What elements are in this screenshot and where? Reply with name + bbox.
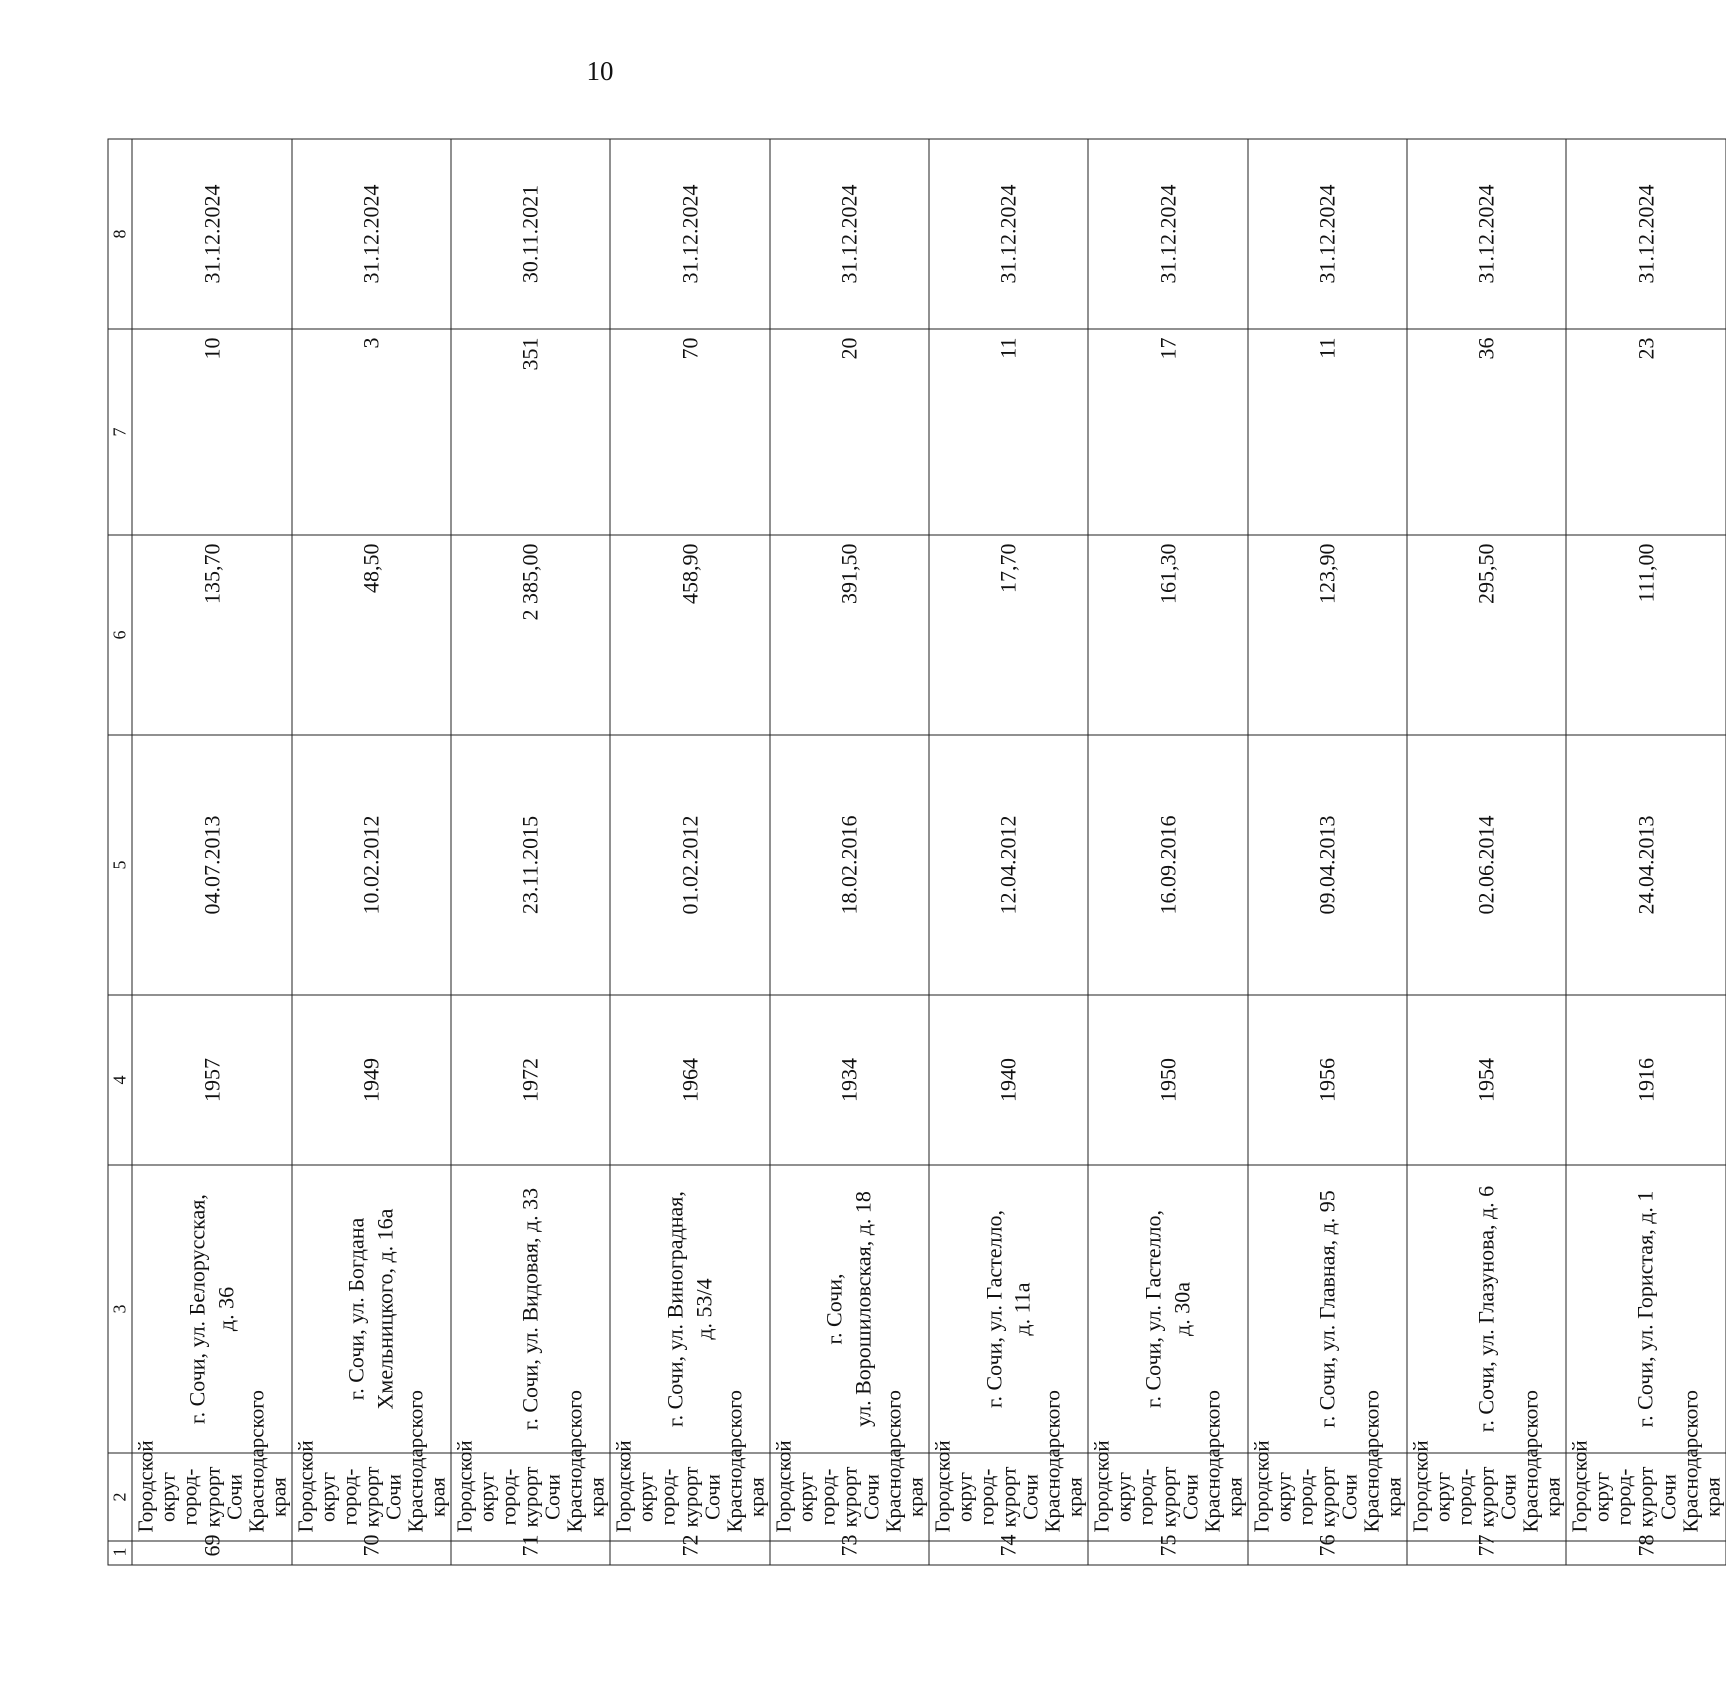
column-number: 5 — [108, 735, 132, 995]
year-cell: 1916 — [1566, 995, 1725, 1165]
municipality-cell — [770, 1390, 929, 1541]
table-row — [770, 139, 929, 1565]
column-number: 8 — [108, 139, 132, 329]
table-body — [108, 139, 1726, 1565]
municipality-cell — [1407, 1390, 1566, 1541]
column-number: 2 — [108, 1453, 132, 1541]
count-cell: 11 — [929, 329, 1088, 535]
deadline-cell: 31.12.2024 — [132, 139, 291, 329]
municipality-cell — [610, 1390, 769, 1541]
area-cell: 458,90 — [610, 535, 769, 735]
date-cell: 24.04.2013 — [1566, 735, 1725, 995]
municipality-cell-line: Краснодарского края — [722, 1390, 769, 1533]
deadline-cell: 31.12.2024 — [770, 139, 929, 329]
area-cell: 48,50 — [292, 535, 451, 735]
row-number-cell: 70 — [292, 1541, 451, 1565]
municipality-cell — [451, 1390, 610, 1541]
municipality-cell-line: Краснодарского края — [1518, 1390, 1565, 1533]
column-number-row — [108, 139, 132, 1565]
municipality-cell-line: город-курорт Сочи — [815, 1466, 884, 1528]
row-number-cell: 73 — [770, 1541, 929, 1565]
address-cell-line: г. Сочи, — [821, 1273, 847, 1345]
address-cell-line: г. Сочи, ул. Белорусская, — [184, 1194, 210, 1424]
municipality-cell-line: город-курорт Сочи — [337, 1466, 406, 1528]
count-cell: 3 — [292, 329, 451, 535]
row-number-cell: 71 — [451, 1541, 610, 1565]
deadline-cell: 30.11.2021 — [451, 139, 610, 329]
municipality-cell-line: Городской округ — [1249, 1440, 1296, 1533]
year-cell: 1934 — [770, 995, 929, 1165]
municipality-cell-line: Городской округ — [771, 1440, 818, 1533]
year-cell: 1950 — [1088, 995, 1247, 1165]
row-number-cell: 77 — [1407, 1541, 1566, 1565]
address-cell-line: г. Сочи, ул. Видовая, д. 33 — [517, 1187, 543, 1431]
municipality-cell-line: Городской округ — [1567, 1440, 1614, 1533]
address-cell-line: д. 53/4 — [691, 1278, 717, 1340]
row-number-cell: 76 — [1248, 1541, 1407, 1565]
deadline-cell: 31.12.2024 — [1088, 139, 1247, 329]
year-cell: 1964 — [610, 995, 769, 1165]
area-cell: 123,90 — [1248, 535, 1407, 735]
date-cell: 16.09.2016 — [1088, 735, 1247, 995]
address-cell-line: д. 36 — [213, 1286, 239, 1332]
page-number: 10 — [586, 56, 614, 86]
count-cell: 70 — [610, 329, 769, 535]
municipality-cell-line: Городской округ — [133, 1440, 180, 1533]
row-number-cell: 74 — [929, 1541, 1088, 1565]
municipality-cell-line: Городской округ — [611, 1440, 658, 1533]
deadline-cell: 31.12.2024 — [1248, 139, 1407, 329]
column-number: 3 — [108, 1165, 132, 1453]
count-cell: 23 — [1566, 329, 1725, 535]
date-cell: 01.02.2012 — [610, 735, 769, 995]
address-cell-line: г. Сочи, ул. Виноградная, — [662, 1191, 688, 1427]
address-cell-line: г. Сочи, ул. Богдана — [343, 1217, 369, 1401]
municipality-cell-line: Краснодарского края — [1359, 1390, 1406, 1533]
municipality-cell-line: Городской округ — [452, 1440, 499, 1533]
municipality-cell-line: Краснодарского края — [881, 1390, 928, 1533]
deadline-cell: 31.12.2024 — [610, 139, 769, 329]
table-row — [929, 139, 1088, 1565]
deadline-cell: 31.12.2024 — [1407, 139, 1566, 329]
rotated-table-container — [108, 140, 1725, 1566]
column-number: 7 — [108, 329, 132, 535]
address-cell-line: д. 30а — [1169, 1282, 1195, 1336]
area-cell: 111,00 — [1566, 535, 1725, 735]
date-cell: 09.04.2013 — [1248, 735, 1407, 995]
municipality-cell-line: Городской округ — [930, 1440, 977, 1533]
area-cell: 161,30 — [1088, 535, 1247, 735]
municipality-cell-line: город-курорт Сочи — [1452, 1466, 1521, 1528]
municipality-cell-line: Городской округ — [293, 1440, 340, 1533]
column-number: 6 — [108, 535, 132, 735]
year-cell: 1972 — [451, 995, 610, 1165]
municipality-cell — [1566, 1390, 1725, 1541]
year-cell: 1957 — [132, 995, 291, 1165]
address-cell-line: г. Сочи, ул. Гастелло, — [981, 1209, 1007, 1409]
date-cell: 04.07.2013 — [132, 735, 291, 995]
date-cell: 02.06.2014 — [1407, 735, 1566, 995]
address-cell-line: г. Сочи, ул. Глазунова, д. 6 — [1473, 1185, 1499, 1433]
date-cell: 10.02.2012 — [292, 735, 451, 995]
year-cell: 1954 — [1407, 995, 1566, 1165]
area-cell: 135,70 — [132, 535, 291, 735]
municipality-cell-line: Краснодарского края — [1200, 1390, 1247, 1533]
municipality-cell-line: Краснодарского края — [562, 1390, 609, 1533]
table-row — [1248, 139, 1407, 1565]
count-cell: 351 — [451, 329, 610, 535]
area-cell: 391,50 — [770, 535, 929, 735]
municipality-cell — [292, 1390, 451, 1541]
deadline-cell: 31.12.2024 — [292, 139, 451, 329]
row-number-cell: 69 — [132, 1541, 291, 1565]
municipality-cell-line: Городской округ — [1408, 1440, 1455, 1533]
municipality-cell — [1088, 1390, 1247, 1541]
count-cell: 17 — [1088, 329, 1247, 535]
municipality-cell-line: Краснодарского края — [244, 1390, 291, 1533]
address-cell-line: г. Сочи, ул. Гастелло, — [1140, 1209, 1166, 1409]
address-cell-line: д. 11а — [1009, 1282, 1035, 1336]
column-number: 4 — [108, 995, 132, 1165]
area-cell: 2 385,00 — [451, 535, 610, 735]
date-cell: 12.04.2012 — [929, 735, 1088, 995]
deadline-cell: 31.12.2024 — [929, 139, 1088, 329]
table-row — [1407, 139, 1566, 1565]
municipality-cell-line: город-курорт Сочи — [1611, 1466, 1681, 1528]
municipality-cell-line: Краснодарского края — [1678, 1390, 1725, 1533]
table-row — [610, 139, 769, 1565]
municipality-cell — [1248, 1390, 1407, 1541]
address-cell-line: Хмельницкого, д. 16а — [372, 1208, 398, 1410]
table-row — [292, 139, 451, 1565]
municipality-cell-line: город-курорт Сочи — [1133, 1466, 1203, 1528]
count-cell: 10 — [132, 329, 291, 535]
table-row — [1566, 139, 1725, 1565]
deadline-cell: 31.12.2024 — [1566, 139, 1725, 329]
table-row — [1088, 139, 1247, 1565]
address-cell-line: ул. Ворошиловская, д. 18 — [850, 1191, 876, 1427]
date-cell: 18.02.2016 — [770, 735, 929, 995]
address-cell-line: г. Сочи, ул. Гористая, д. 1 — [1632, 1190, 1658, 1428]
count-cell: 11 — [1248, 329, 1407, 535]
municipality-cell-line: Краснодарского края — [403, 1390, 450, 1533]
municipality-cell-line: город-курорт Сочи — [177, 1466, 247, 1528]
year-cell: 1949 — [292, 995, 451, 1165]
area-cell: 295,50 — [1407, 535, 1566, 735]
date-cell: 23.11.2015 — [451, 735, 610, 995]
municipality-cell-line: город-курорт Сочи — [974, 1466, 1043, 1528]
row-number-cell: 75 — [1088, 1541, 1247, 1565]
municipality-cell — [132, 1390, 291, 1541]
municipality-cell-line: Краснодарского края — [1040, 1390, 1087, 1533]
municipality-cell — [929, 1390, 1088, 1541]
municipality-cell-line: город-курорт Сочи — [655, 1466, 725, 1528]
year-cell: 1940 — [929, 995, 1088, 1165]
municipality-cell-line: город-курорт Сочи — [1293, 1466, 1362, 1528]
row-number-cell: 72 — [610, 1541, 769, 1565]
count-cell: 36 — [1407, 329, 1566, 535]
municipality-cell-line: город-курорт Сочи — [496, 1466, 565, 1528]
table-row — [451, 139, 610, 1565]
table-row — [132, 139, 291, 1565]
count-cell: 20 — [770, 329, 929, 535]
area-cell: 17,70 — [929, 535, 1088, 735]
municipality-cell-line: Городской округ — [1089, 1440, 1136, 1533]
column-number: 1 — [108, 1541, 132, 1565]
year-cell: 1956 — [1248, 995, 1407, 1165]
housing-table — [108, 139, 1726, 1566]
address-cell-line: г. Сочи, ул. Главная, д. 95 — [1314, 1190, 1340, 1428]
row-number-cell: 78 — [1566, 1541, 1725, 1565]
